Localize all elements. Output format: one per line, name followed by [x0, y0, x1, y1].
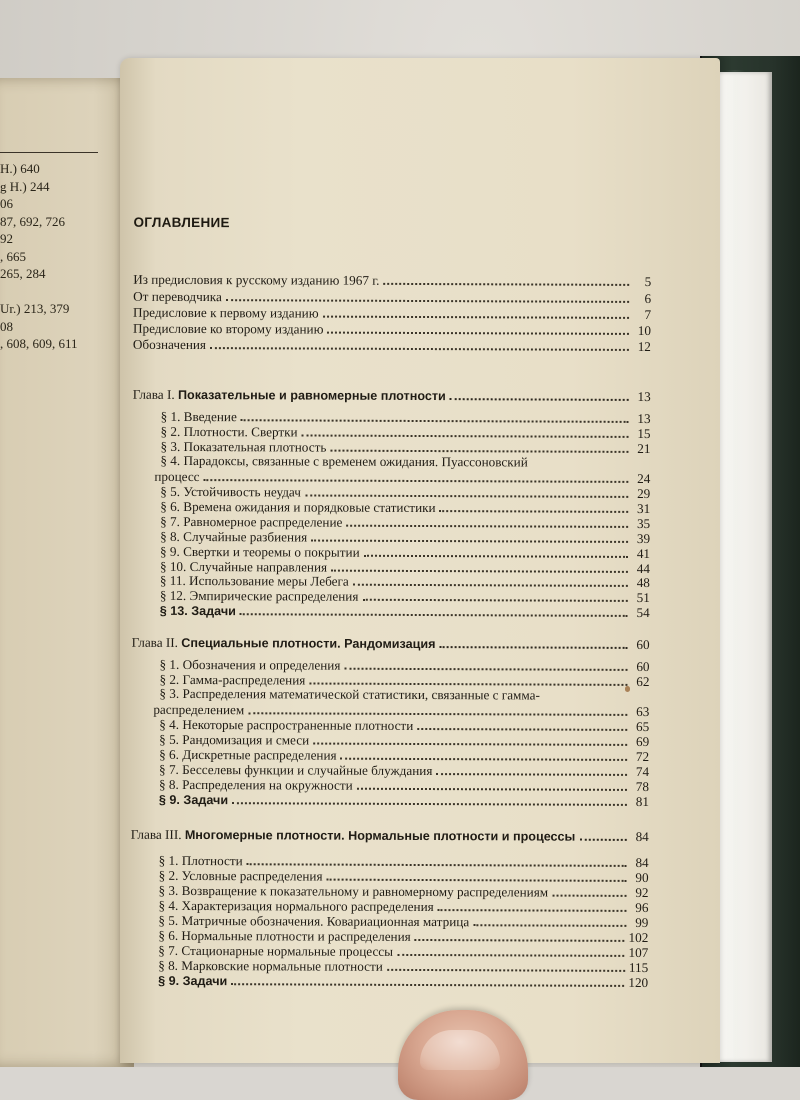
left-index-line: 08 — [0, 318, 13, 334]
toc-chapter-entry — [132, 635, 650, 652]
chapter-prefix: Глава I. — [132, 386, 179, 402]
toc-entry-label — [159, 777, 353, 792]
toc-text: § 9. Свертки и теоремы о покрытии — [159, 543, 360, 560]
chapter-title: Показательные и равномерные плотности — [177, 387, 446, 404]
toc-chapter-entry — [133, 387, 651, 404]
dot-leader — [327, 332, 629, 335]
dot-leader — [231, 983, 624, 987]
dot-leader — [357, 787, 627, 790]
dot-leader — [247, 863, 627, 867]
left-index-line: Н.) 640 — [0, 161, 40, 176]
toc-entry-label — [160, 589, 359, 604]
dot-leader — [309, 682, 627, 685]
toc-page-number: 51 — [636, 590, 650, 606]
toc-page-number: 107 — [628, 944, 649, 960]
toc-page-number: 115 — [628, 959, 649, 975]
toc-text: Обозначения — [132, 336, 207, 353]
dot-leader — [323, 316, 629, 319]
toc-page-number: 13 — [637, 410, 651, 427]
toc-entry-label-line1: § 4. Парадоксы, связанные с временем ожидания. Пуассоновский — [160, 452, 528, 470]
toc-page-number: 54 — [636, 605, 650, 621]
toc-entry-label — [158, 944, 393, 959]
toc-page-number: 84 — [635, 854, 649, 871]
toc-page-number: 65 — [636, 718, 650, 734]
toc-text: § 1. Плотности — [158, 852, 243, 869]
toc-page — [120, 58, 720, 1063]
toc-page-number: 69 — [635, 733, 650, 749]
dot-leader — [240, 614, 628, 618]
toc-page-number: 41 — [636, 545, 651, 561]
toc-entry — [133, 321, 651, 338]
dot-leader — [438, 909, 627, 912]
toc-page-number: 72 — [635, 748, 650, 764]
toc-page-number: 92 — [635, 884, 649, 900]
toc-text: От переводчика — [133, 288, 222, 305]
left-index-line — [0, 283, 134, 301]
dot-leader — [305, 494, 628, 497]
toc-page-number: 78 — [635, 778, 650, 794]
toc-text: Из предисловия к русскому изданию 1967 г. — [133, 271, 380, 288]
dot-leader — [417, 728, 627, 731]
dot-leader — [330, 449, 628, 452]
toc-entry-label — [131, 828, 576, 844]
toc-entry-label — [133, 388, 446, 403]
toc-entry-label — [159, 854, 243, 868]
dot-leader — [364, 554, 628, 557]
toc-text: § 3. Возвращение к показательному и равномерному распределениям — [158, 882, 549, 900]
toc-entry — [133, 337, 651, 354]
toc-entry-label — [133, 306, 319, 321]
toc-entry-label — [133, 290, 222, 304]
dot-leader — [579, 839, 626, 841]
toc-page-number: 74 — [635, 763, 650, 779]
toc-text: § 8. Случайные разбиения — [160, 528, 308, 545]
toc-entry-label — [133, 322, 324, 337]
toc-entry-label — [154, 470, 199, 484]
dot-leader — [346, 524, 628, 527]
left-index-line: g H.) 244 — [0, 178, 50, 194]
dot-leader — [327, 879, 627, 882]
toc-entry — [133, 272, 651, 289]
toc-page-number: 21 — [637, 440, 651, 456]
toc-entry — [133, 305, 651, 322]
chapter-title: Многомерные плотности. Нормальные плотности и процессы — [184, 827, 576, 844]
dot-leader — [311, 539, 628, 542]
dot-leader — [353, 584, 628, 587]
dot-leader — [415, 939, 625, 942]
dot-leader — [383, 283, 629, 286]
toc-entry-label — [160, 485, 301, 500]
left-index-line: , 665 — [0, 248, 26, 264]
left-page-rule — [0, 152, 98, 153]
dot-leader — [387, 968, 625, 971]
toc-page-number: 62 — [636, 673, 650, 689]
toc-text: § 5. Рандомизация и смеси — [159, 731, 310, 748]
toc-entry-label — [160, 515, 342, 530]
toc-entry-label — [160, 529, 307, 544]
toc-page-number: 99 — [635, 914, 649, 930]
toc-page-number: 13 — [637, 388, 651, 405]
toc-entry-label — [132, 636, 436, 651]
dot-leader — [204, 479, 629, 483]
toc-entry-label — [158, 914, 469, 929]
toc-page-number: 90 — [635, 869, 649, 885]
chapter-title: Специальные плотности. Рандомизация — [181, 635, 436, 652]
toc-text: § 3. Показательная плотность — [160, 438, 327, 455]
toc-entry-label — [158, 899, 433, 914]
toc-entry-label — [160, 500, 435, 515]
toc-text: § 8. Распределения на окружности — [158, 776, 353, 793]
toc-text: Предисловие к первому изданию — [133, 304, 319, 321]
toc-text: § 2. Гамма-распределения — [159, 671, 306, 688]
toc-entry-label — [160, 658, 341, 673]
toc-entry-label — [160, 574, 349, 589]
dot-leader — [302, 434, 629, 437]
toc-page-number: 39 — [636, 530, 651, 546]
toc-text: § 10. Случайные направления — [159, 558, 328, 575]
left-index-line: Ur.) 213, 379 — [0, 301, 70, 316]
toc-text: § 1. Введение — [160, 408, 237, 425]
dot-leader — [344, 668, 627, 671]
toc-heading: ОГЛАВЛЕНИЕ — [133, 214, 230, 231]
toc-entry-label — [159, 748, 337, 763]
page-stain — [625, 686, 630, 692]
toc-text: § 7. Равномерное распределение — [160, 513, 343, 530]
toc-text: § 2. Плотности. Свертки — [160, 423, 298, 440]
toc-page-number: 96 — [635, 899, 649, 915]
toc-entry-label — [160, 559, 327, 574]
toc-entry-label — [159, 792, 228, 806]
toc-text: § 12. Эмпирические распределения — [159, 588, 359, 605]
dot-leader — [440, 510, 629, 513]
toc-text: § 11. Использование меры Лебега — [159, 573, 349, 590]
toc-page-number: 15 — [637, 425, 651, 441]
toc-text: § 9. Задачи — [158, 973, 228, 988]
toc-text: § 9. Задачи — [158, 792, 229, 807]
toc-entry-label — [158, 929, 410, 944]
toc-text: § 2. Условные распределения — [158, 867, 323, 884]
dot-leader — [436, 773, 627, 776]
toc-entry-label — [159, 869, 323, 884]
dot-leader — [241, 419, 629, 423]
toc-entry-label-line1: § 3. Распределения математической статистики, связанные с гамма- — [159, 685, 540, 703]
toc-text: § 5. Матричные обозначения. Ковариационная матрица — [158, 912, 470, 930]
left-index-line: 265, 284 — [0, 266, 46, 281]
toc-entry-label — [161, 425, 298, 440]
toc-entry-label — [133, 273, 379, 288]
left-index-line: 92 — [0, 231, 13, 246]
toc-page-number: 102 — [628, 929, 649, 945]
toc-entry-label — [160, 544, 360, 559]
toc-text: § 1. Обозначения и определения — [159, 656, 341, 673]
toc-text: § 13. Задачи — [159, 604, 236, 619]
toc-content — [118, 57, 722, 1065]
toc-page-number: 29 — [637, 485, 651, 501]
toc-page-number: 60 — [636, 658, 650, 675]
toc-page-number: 12 — [637, 338, 651, 355]
chapter-prefix: Глава III. — [130, 826, 185, 842]
toc-page-number: 35 — [636, 515, 651, 531]
toc-text: § 7. Стационарные нормальные процессы — [158, 942, 394, 959]
toc-page-number: 120 — [628, 974, 649, 990]
toc-text: Предисловие ко второму изданию — [132, 320, 324, 337]
toc-text: § 4. Характеризация нормального распределения — [158, 897, 434, 914]
toc-entry — [133, 289, 651, 306]
toc-chapter-entry — [131, 827, 649, 844]
dot-leader — [313, 742, 627, 745]
dot-leader — [232, 802, 627, 806]
toc-entry-label — [161, 410, 237, 424]
toc-entry-label — [159, 763, 432, 778]
dot-leader — [439, 646, 627, 649]
toc-text: процесс — [154, 468, 200, 484]
chapter-prefix: Глава II. — [131, 634, 182, 650]
dot-leader — [397, 954, 624, 957]
toc-page-number: 7 — [644, 306, 652, 323]
toc-entry-label — [159, 718, 413, 733]
toc-text: § 8. Марковские нормальные плотности — [158, 957, 383, 974]
left-index-line: , 608, 609, 611 — [0, 336, 78, 351]
toc-text: § 5. Устойчивость неудач — [160, 483, 301, 500]
toc-page-number: 6 — [644, 290, 652, 307]
dot-leader — [226, 299, 629, 303]
toc-text: § 6. Нормальные плотности и распределения — [158, 927, 411, 944]
toc-page-number: 5 — [644, 273, 652, 290]
toc-entry — [160, 603, 650, 620]
toc-entry-label — [133, 338, 206, 352]
toc-text: § 6. Времена ожидания и порядковые статистики — [160, 498, 436, 515]
dot-leader — [362, 599, 627, 602]
toc-page-number: 81 — [635, 793, 649, 809]
dot-leader — [450, 398, 629, 401]
dot-leader — [473, 924, 626, 927]
toc-page-number: 63 — [636, 703, 650, 719]
toc-page-number: 31 — [636, 500, 651, 516]
cover-shine — [725, 70, 745, 1060]
toc-text: § 4. Некоторые распространенные плотности — [159, 716, 414, 733]
dot-leader — [210, 347, 629, 351]
toc-entry-label — [159, 733, 309, 748]
toc-text: § 7. Бесселевы функции и случайные блуждания — [159, 761, 433, 778]
toc-entry-label — [160, 604, 236, 618]
toc-entry — [159, 791, 649, 808]
toc-page-number: 44 — [636, 560, 650, 576]
toc-entry-label — [158, 973, 227, 987]
toc-page-number: 60 — [636, 636, 650, 653]
left-page-index — [0, 160, 134, 353]
dot-leader — [552, 894, 626, 896]
left-index-line: 06 — [0, 196, 13, 211]
toc-entry-label — [158, 959, 383, 974]
toc-page-number: 84 — [635, 828, 649, 845]
dot-leader — [248, 712, 627, 716]
toc-text: распределением — [153, 701, 245, 718]
dot-leader — [331, 569, 628, 572]
toc-page-number: 48 — [636, 575, 650, 591]
toc-page-number: 24 — [637, 470, 651, 486]
left-index-line: 87, 692, 726 — [0, 213, 65, 229]
dot-leader — [341, 757, 628, 760]
toc-entry-label — [153, 703, 244, 717]
toc-entry — [158, 972, 648, 989]
toc-text: § 6. Дискретные распределения — [159, 746, 337, 763]
toc-page-number: 10 — [637, 322, 652, 339]
